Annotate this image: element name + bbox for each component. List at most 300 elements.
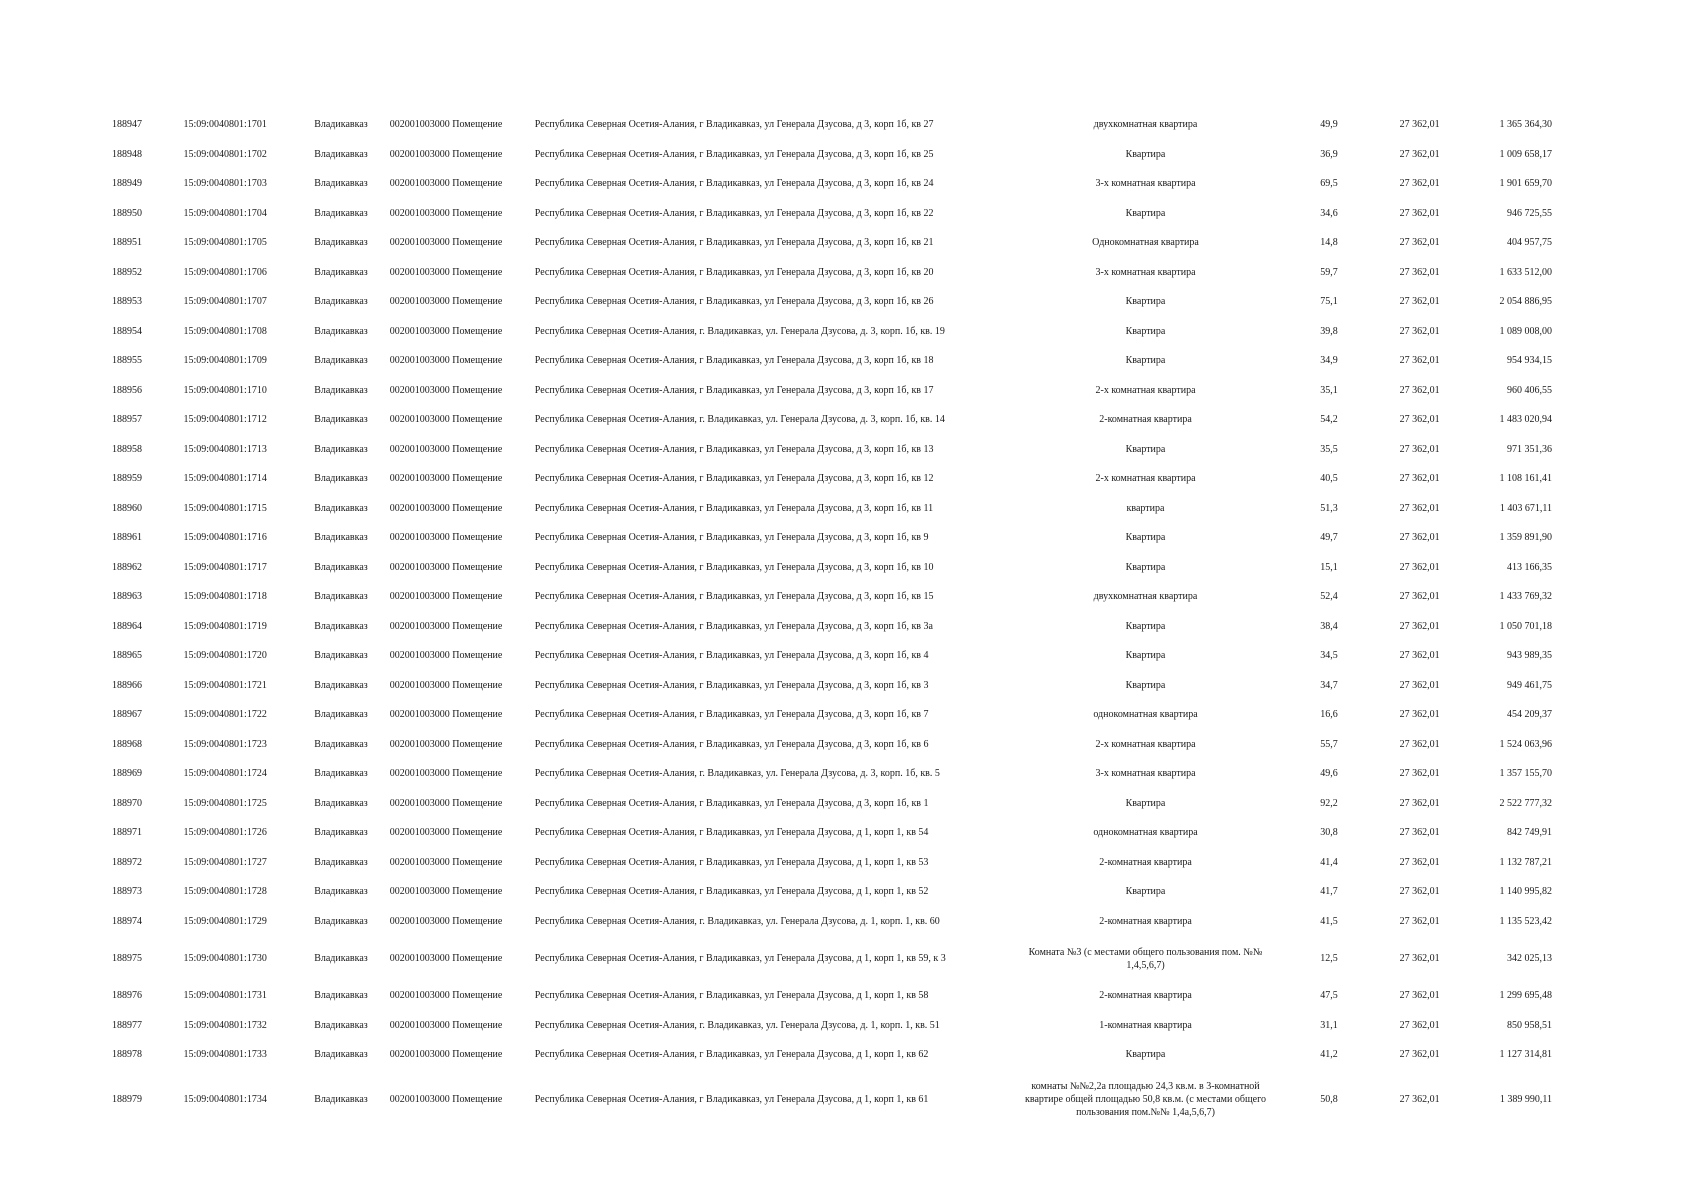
object-name-cell: 2-х комнатная квартира	[1095, 473, 1196, 485]
area-cell: 51,3	[1320, 502, 1338, 514]
area-cell: 34,5	[1320, 650, 1338, 662]
specific-value-cell: 27 362,01	[1399, 296, 1440, 308]
address-cell: Республика Северная Осетия-Алания, г Владикавказ, ул Генерала Дзусова, д 3, корп 1б, кв 9	[534, 532, 929, 544]
table-row	[112, 110, 1552, 140]
cadastral-number-cell: 15:09:0040801:1701	[183, 119, 267, 131]
specific-value-cell: 27 362,01	[1399, 827, 1440, 839]
table-row	[112, 582, 1552, 612]
cadastral-value-cell: 946 725,55	[1507, 207, 1552, 219]
city-cell: Владикавказ	[314, 502, 368, 514]
object-type-cell: 002001003000 Помещение	[389, 709, 503, 721]
cadastral-value-cell: 1 524 063,96	[1499, 738, 1552, 750]
cadastral-number-cell: 15:09:0040801:1722	[183, 709, 267, 721]
record-id-cell: 188962	[112, 561, 142, 573]
specific-value-cell: 27 362,01	[1399, 856, 1440, 868]
cadastral-number-cell: 15:09:0040801:1702	[183, 148, 267, 160]
record-id-cell: 188951	[112, 237, 142, 249]
specific-value-cell: 27 362,01	[1399, 709, 1440, 721]
table-row	[112, 1011, 1552, 1041]
cadastral-number-cell: 15:09:0040801:1708	[183, 325, 267, 337]
specific-value-cell: 27 362,01	[1399, 1019, 1440, 1031]
table-row	[112, 258, 1552, 288]
address-cell: Республика Северная Осетия-Алания, г Владикавказ, ул Генерала Дзусова, д 3, корп 1б, кв 1	[534, 797, 929, 809]
table-row	[112, 346, 1552, 376]
object-type-cell: 002001003000 Помещение	[389, 325, 503, 337]
object-type-cell: 002001003000 Помещение	[389, 502, 503, 514]
object-name-cell: Квартира	[1125, 296, 1166, 308]
specific-value-cell: 27 362,01	[1399, 414, 1440, 426]
object-name-cell: Квартира	[1125, 325, 1166, 337]
address-cell: Республика Северная Осетия-Алания, г Владикавказ, ул Генерала Дзусова, д 3, корп 1б, кв 7	[534, 709, 929, 721]
object-name-cell: Квартира	[1125, 1049, 1166, 1061]
specific-value-cell: 27 362,01	[1399, 561, 1440, 573]
specific-value-cell: 27 362,01	[1399, 473, 1440, 485]
record-id-cell: 188968	[112, 738, 142, 750]
address-cell: Республика Северная Осетия-Алания, г. Владикавказ, ул. Генерала Дзусова, д. 1, корп. 1, кв. 51	[534, 1019, 940, 1031]
area-cell: 69,5	[1320, 178, 1338, 190]
address-cell: Республика Северная Осетия-Алания, г Владикавказ, ул Генерала Дзусова, д 1, корп 1, кв 62	[534, 1049, 929, 1061]
cadastral-number-cell: 15:09:0040801:1714	[183, 473, 267, 485]
cadastral-number-cell: 15:09:0040801:1728	[183, 886, 267, 898]
object-type-cell: 002001003000 Помещение	[389, 990, 503, 1002]
object-type-cell: 002001003000 Помещение	[389, 148, 503, 160]
city-cell: Владикавказ	[314, 532, 368, 544]
area-cell: 35,1	[1320, 384, 1338, 396]
cadastral-value-cell: 1 089 008,00	[1499, 325, 1552, 337]
cadastral-value-cell: 1 050 701,18	[1499, 620, 1552, 632]
cadastral-value-cell: 1 483 020,94	[1499, 414, 1552, 426]
city-cell: Владикавказ	[314, 266, 368, 278]
cadastral-value-cell: 1 403 671,11	[1499, 502, 1552, 514]
address-cell: Республика Северная Осетия-Алания, г Владикавказ, ул Генерала Дзусова, д 3, корп 1б, кв 17	[534, 384, 934, 396]
object-type-cell: 002001003000 Помещение	[389, 384, 503, 396]
address-cell: Республика Северная Осетия-Алания, г Владикавказ, ул Генерала Дзусова, д 3, корп 1б, кв 15	[534, 591, 934, 603]
object-name-cell: 1-комнатная квартира	[1099, 1019, 1192, 1031]
table-row	[112, 641, 1552, 671]
area-cell: 47,5	[1320, 990, 1338, 1002]
table-row	[112, 907, 1552, 937]
specific-value-cell: 27 362,01	[1399, 650, 1440, 662]
specific-value-cell: 27 362,01	[1399, 886, 1440, 898]
table-row	[112, 759, 1552, 789]
record-id-cell: 188947	[112, 119, 142, 131]
object-name-cell: 2-комнатная квартира	[1099, 856, 1192, 868]
object-type-cell: 002001003000 Помещение	[389, 561, 503, 573]
object-name-cell: Квартира	[1125, 620, 1166, 632]
object-type-cell: 002001003000 Помещение	[389, 443, 503, 455]
city-cell: Владикавказ	[314, 856, 368, 868]
address-cell: Республика Северная Осетия-Алания, г Владикавказ, ул Генерала Дзусова, д 3, корп 1б, кв 25	[534, 148, 934, 160]
object-name-cell: двухкомнатная квартира	[1093, 591, 1198, 603]
address-cell: Республика Северная Осетия-Алания, г. Владикавказ, ул. Генерала Дзусова, д. 1, корп. 1, кв. 60	[534, 915, 940, 927]
cadastral-value-cell: 1 135 523,42	[1499, 915, 1552, 927]
cadastral-value-cell: 943 989,35	[1507, 650, 1552, 662]
cadastral-value-cell: 954 934,15	[1507, 355, 1552, 367]
object-type-cell: 002001003000 Помещение	[389, 1094, 503, 1105]
city-cell: Владикавказ	[314, 738, 368, 750]
object-name-cell: 3-х комнатная квартира	[1095, 266, 1196, 278]
address-cell: Республика Северная Осетия-Алания, г Владикавказ, ул Генерала Дзусова, д 1, корп 1, кв 58	[534, 990, 929, 1002]
specific-value-cell: 27 362,01	[1399, 384, 1440, 396]
cadastral-number-cell: 15:09:0040801:1706	[183, 266, 267, 278]
cadastral-number-cell: 15:09:0040801:1713	[183, 443, 267, 455]
city-cell: Владикавказ	[314, 797, 368, 809]
record-id-cell: 188950	[112, 207, 142, 219]
table-row	[112, 848, 1552, 878]
specific-value-cell: 27 362,01	[1399, 591, 1440, 603]
table-row	[112, 877, 1552, 907]
record-id-cell: 188956	[112, 384, 142, 396]
city-cell: Владикавказ	[314, 178, 368, 190]
record-id-cell: 188953	[112, 296, 142, 308]
cadastral-number-cell: 15:09:0040801:1705	[183, 237, 267, 249]
area-cell: 75,1	[1320, 296, 1338, 308]
address-cell: Республика Северная Осетия-Алания, г Владикавказ, ул Генерала Дзусова, д 1, корп 1, кв 54	[534, 827, 929, 839]
object-name-cell: Квартира	[1125, 355, 1166, 367]
address-cell: Республика Северная Осетия-Алания, г Владикавказ, ул Генерала Дзусова, д 3, корп 1б, кв 18	[534, 355, 934, 367]
cadastral-value-cell: 949 461,75	[1507, 679, 1552, 691]
city-cell: Владикавказ	[314, 384, 368, 396]
cadastral-value-cell: 1 365 364,30	[1499, 119, 1552, 131]
object-name-cell: Квартира	[1125, 561, 1166, 573]
address-cell: Республика Северная Осетия-Алания, г Владикавказ, ул Генерала Дзусова, д 1, корп 1, кв 53	[534, 856, 929, 868]
cadastral-value-cell: 1 132 787,21	[1499, 856, 1552, 868]
record-id-cell: 188971	[112, 827, 142, 839]
object-name-cell: Комната №3 (с местами общего пользования пом. №№ 1,4,5,6,7)	[1028, 946, 1263, 971]
cadastral-value-cell: 850 958,51	[1507, 1019, 1552, 1031]
record-id-cell: 188969	[112, 768, 142, 780]
specific-value-cell: 27 362,01	[1399, 443, 1440, 455]
object-type-cell: 002001003000 Помещение	[389, 856, 503, 868]
specific-value-cell: 27 362,01	[1399, 355, 1440, 367]
specific-value-cell: 27 362,01	[1399, 953, 1440, 964]
address-cell: Республика Северная Осетия-Алания, г. Владикавказ, ул. Генерала Дзусова, д. 3, корп. 1б, кв. 5	[534, 768, 940, 780]
record-id-cell: 188967	[112, 709, 142, 721]
city-cell: Владикавказ	[314, 1049, 368, 1061]
table-row	[112, 494, 1552, 524]
table-row	[112, 700, 1552, 730]
object-type-cell: 002001003000 Помещение	[389, 886, 503, 898]
city-cell: Владикавказ	[314, 148, 368, 160]
table-row	[112, 671, 1552, 701]
object-type-cell: 002001003000 Помещение	[389, 915, 503, 927]
object-type-cell: 002001003000 Помещение	[389, 237, 503, 249]
cadastral-number-cell: 15:09:0040801:1719	[183, 620, 267, 632]
city-cell: Владикавказ	[314, 561, 368, 573]
area-cell: 55,7	[1320, 738, 1338, 750]
city-cell: Владикавказ	[314, 473, 368, 485]
cadastral-number-cell: 15:09:0040801:1703	[183, 178, 267, 190]
record-id-cell: 188958	[112, 443, 142, 455]
table-row	[112, 228, 1552, 258]
cadastral-value-cell: 454 209,37	[1507, 709, 1552, 721]
specific-value-cell: 27 362,01	[1399, 738, 1440, 750]
object-name-cell: Однокомнатная квартира	[1092, 237, 1199, 249]
address-cell: Республика Северная Осетия-Алания, г Владикавказ, ул Генерала Дзусова, д 3, корп 1б, кв 26	[534, 296, 934, 308]
cadastral-number-cell: 15:09:0040801:1733	[183, 1049, 267, 1061]
cadastral-value-cell: 1 299 695,48	[1499, 990, 1552, 1002]
cadastral-value-cell: 842 749,91	[1507, 827, 1552, 839]
cadastral-value-cell: 960 406,55	[1507, 384, 1552, 396]
record-id-cell: 188976	[112, 990, 142, 1002]
object-type-cell: 002001003000 Помещение	[389, 797, 503, 809]
area-cell: 54,2	[1320, 414, 1338, 426]
specific-value-cell: 27 362,01	[1399, 207, 1440, 219]
specific-value-cell: 27 362,01	[1399, 915, 1440, 927]
city-cell: Владикавказ	[314, 325, 368, 337]
specific-value-cell: 27 362,01	[1399, 178, 1440, 190]
record-id-cell: 188977	[112, 1019, 142, 1031]
object-name-cell: Квартира	[1125, 679, 1166, 691]
specific-value-cell: 27 362,01	[1399, 266, 1440, 278]
object-type-cell: 002001003000 Помещение	[389, 1049, 503, 1061]
city-cell: Владикавказ	[314, 443, 368, 455]
table-row	[112, 317, 1552, 347]
object-type-cell: 002001003000 Помещение	[389, 178, 503, 190]
object-name-cell: комнаты №№2,2а площадью 24,3 кв.м. в 3-комнатной квартире общей площадью 50,8 кв.м. (с местами общего пользования пом.№№ 1,4а,5,6,7)	[1025, 1081, 1266, 1118]
cadastral-number-cell: 15:09:0040801:1727	[183, 856, 267, 868]
cadastral-number-cell: 15:09:0040801:1726	[183, 827, 267, 839]
city-cell: Владикавказ	[314, 915, 368, 927]
address-cell: Республика Северная Осетия-Алания, г Владикавказ, ул Генерала Дзусова, д 1, корп 1, кв 61	[534, 1094, 929, 1105]
address-cell: Республика Северная Осетия-Алания, г Владикавказ, ул Генерала Дзусова, д 3, корп 1б, кв 10	[534, 561, 934, 573]
record-id-cell: 188961	[112, 532, 142, 544]
cadastral-number-cell: 15:09:0040801:1732	[183, 1019, 267, 1031]
address-cell: Республика Северная Осетия-Алания, г Владикавказ, ул Генерала Дзусова, д 3, корп 1б, кв 11	[534, 502, 934, 514]
object-name-cell: двухкомнатная квартира	[1093, 119, 1198, 131]
cadastral-value-cell: 413 166,35	[1507, 561, 1552, 573]
area-cell: 59,7	[1320, 266, 1338, 278]
cadastral-value-cell: 1 633 512,00	[1499, 266, 1552, 278]
cadastral-value-cell: 404 957,75	[1507, 237, 1552, 249]
address-cell: Республика Северная Осетия-Алания, г Владикавказ, ул Генерала Дзусова, д 3, корп 1б, кв 3	[534, 679, 929, 691]
area-cell: 52,4	[1320, 591, 1338, 603]
area-cell: 92,2	[1320, 797, 1338, 809]
city-cell: Владикавказ	[314, 768, 368, 780]
area-cell: 35,5	[1320, 443, 1338, 455]
address-cell: Республика Северная Осетия-Алания, г Владикавказ, ул Генерала Дзусова, д 3, корп 1б, кв 27	[534, 119, 934, 131]
record-id-cell: 188948	[112, 148, 142, 160]
object-type-cell: 002001003000 Помещение	[389, 953, 503, 964]
area-cell: 34,9	[1320, 355, 1338, 367]
area-cell: 39,8	[1320, 325, 1338, 337]
city-cell: Владикавказ	[314, 237, 368, 249]
area-cell: 30,8	[1320, 827, 1338, 839]
table-row	[112, 287, 1552, 317]
table-row	[112, 376, 1552, 406]
object-name-cell: 2-комнатная квартира	[1099, 990, 1192, 1002]
object-name-cell: 3-х комнатная квартира	[1095, 768, 1196, 780]
cadastral-number-cell: 15:09:0040801:1717	[183, 561, 267, 573]
city-cell: Владикавказ	[314, 827, 368, 839]
specific-value-cell: 27 362,01	[1399, 325, 1440, 337]
record-id-cell: 188959	[112, 473, 142, 485]
object-type-cell: 002001003000 Помещение	[389, 827, 503, 839]
table-row	[112, 405, 1552, 435]
cadastral-value-cell: 971 351,36	[1507, 443, 1552, 455]
address-cell: Республика Северная Осетия-Алания, г Владикавказ, ул Генерала Дзусова, д 3, корп 1б, кв 13	[534, 443, 934, 455]
address-cell: Республика Северная Осетия-Алания, г Владикавказ, ул Генерала Дзусова, д 1, корп 1, кв 59, к 3	[534, 953, 946, 964]
cadastral-number-cell: 15:09:0040801:1712	[183, 414, 267, 426]
record-id-cell: 188978	[112, 1049, 142, 1061]
cadastral-number-cell: 15:09:0040801:1729	[183, 915, 267, 927]
record-id-cell: 188973	[112, 886, 142, 898]
city-cell: Владикавказ	[314, 886, 368, 898]
area-cell: 49,6	[1320, 768, 1338, 780]
object-name-cell: 2-х комнатная квартира	[1095, 738, 1196, 750]
cadastral-value-cell: 1 009 658,17	[1499, 148, 1552, 160]
city-cell: Владикавказ	[314, 119, 368, 131]
cadastral-value-cell: 2 522 777,32	[1499, 797, 1552, 809]
table-row	[112, 523, 1552, 553]
record-id-cell: 188970	[112, 797, 142, 809]
specific-value-cell: 27 362,01	[1399, 768, 1440, 780]
cadastral-number-cell: 15:09:0040801:1734	[183, 1094, 267, 1105]
cadastral-value-cell: 2 054 886,95	[1499, 296, 1552, 308]
object-type-cell: 002001003000 Помещение	[389, 679, 503, 691]
object-type-cell: 002001003000 Помещение	[389, 768, 503, 780]
address-cell: Республика Северная Осетия-Алания, г. Владикавказ, ул. Генерала Дзусова, д. 3, корп. 1б, кв. 14	[534, 414, 945, 426]
object-type-cell: 002001003000 Помещение	[389, 355, 503, 367]
object-name-cell: Квартира	[1125, 886, 1166, 898]
city-cell: Владикавказ	[314, 591, 368, 603]
city-cell: Владикавказ	[314, 207, 368, 219]
cadastral-value-cell: 342 025,13	[1507, 953, 1552, 964]
cadastral-number-cell: 15:09:0040801:1730	[183, 953, 267, 964]
area-cell: 16,6	[1320, 709, 1338, 721]
cadastral-value-cell: 1 901 659,70	[1499, 178, 1552, 190]
table-row	[112, 435, 1552, 465]
city-cell: Владикавказ	[314, 650, 368, 662]
cadastral-number-cell: 15:09:0040801:1721	[183, 679, 267, 691]
specific-value-cell: 27 362,01	[1399, 148, 1440, 160]
table-row	[112, 1070, 1552, 1130]
cadastral-number-cell: 15:09:0040801:1709	[183, 355, 267, 367]
object-type-cell: 002001003000 Помещение	[389, 738, 503, 750]
area-cell: 12,5	[1320, 953, 1338, 964]
object-name-cell: Квартира	[1125, 148, 1166, 160]
area-cell: 36,9	[1320, 148, 1338, 160]
area-cell: 38,4	[1320, 620, 1338, 632]
record-id-cell: 188964	[112, 620, 142, 632]
record-id-cell: 188974	[112, 915, 142, 927]
city-cell: Владикавказ	[314, 296, 368, 308]
specific-value-cell: 27 362,01	[1399, 990, 1440, 1002]
specific-value-cell: 27 362,01	[1399, 1049, 1440, 1061]
area-cell: 41,7	[1320, 886, 1338, 898]
area-cell: 34,6	[1320, 207, 1338, 219]
specific-value-cell: 27 362,01	[1399, 679, 1440, 691]
city-cell: Владикавказ	[314, 679, 368, 691]
object-name-cell: Квартира	[1125, 207, 1166, 219]
record-id-cell: 188979	[112, 1094, 142, 1105]
table-row	[112, 789, 1552, 819]
cadastral-value-table	[112, 110, 1552, 1130]
cadastral-number-cell: 15:09:0040801:1718	[183, 591, 267, 603]
cadastral-number-cell: 15:09:0040801:1724	[183, 768, 267, 780]
address-cell: Республика Северная Осетия-Алания, г Владикавказ, ул Генерала Дзусова, д 3, корп 1б, кв 3а	[534, 620, 933, 632]
city-cell: Владикавказ	[314, 414, 368, 426]
table-row	[112, 464, 1552, 494]
object-type-cell: 002001003000 Помещение	[389, 473, 503, 485]
object-type-cell: 002001003000 Помещение	[389, 591, 503, 603]
table-row	[112, 1040, 1552, 1070]
object-name-cell: 3-х комнатная квартира	[1095, 178, 1196, 190]
area-cell: 40,5	[1320, 473, 1338, 485]
object-type-cell: 002001003000 Помещение	[389, 119, 503, 131]
object-type-cell: 002001003000 Помещение	[389, 532, 503, 544]
address-cell: Республика Северная Осетия-Алания, г. Владикавказ, ул. Генерала Дзусова, д. 3, корп. 1б, кв. 19	[534, 325, 945, 337]
record-id-cell: 188975	[112, 953, 142, 964]
cadastral-number-cell: 15:09:0040801:1715	[183, 502, 267, 514]
table-row	[112, 553, 1552, 583]
area-cell: 31,1	[1320, 1019, 1338, 1031]
record-id-cell: 188960	[112, 502, 142, 514]
table-row	[112, 612, 1552, 642]
specific-value-cell: 27 362,01	[1399, 237, 1440, 249]
object-name-cell: квартира	[1126, 502, 1165, 514]
address-cell: Республика Северная Осетия-Алания, г Владикавказ, ул Генерала Дзусова, д 3, корп 1б, кв 12	[534, 473, 934, 485]
city-cell: Владикавказ	[314, 620, 368, 632]
object-name-cell: однокомнатная квартира	[1093, 827, 1198, 839]
city-cell: Владикавказ	[314, 709, 368, 721]
object-name-cell: Квартира	[1125, 532, 1166, 544]
cadastral-number-cell: 15:09:0040801:1731	[183, 990, 267, 1002]
area-cell: 50,8	[1320, 1094, 1338, 1105]
table-row	[112, 169, 1552, 199]
table-row	[112, 730, 1552, 760]
area-cell: 14,8	[1320, 237, 1338, 249]
city-cell: Владикавказ	[314, 1094, 368, 1105]
object-name-cell: однокомнатная квартира	[1093, 709, 1198, 721]
area-cell: 34,7	[1320, 679, 1338, 691]
cadastral-value-cell: 1 127 314,81	[1499, 1049, 1552, 1061]
record-id-cell: 188963	[112, 591, 142, 603]
object-type-cell: 002001003000 Помещение	[389, 296, 503, 308]
specific-value-cell: 27 362,01	[1399, 620, 1440, 632]
area-cell: 41,4	[1320, 856, 1338, 868]
cadastral-value-cell: 1 433 769,32	[1499, 591, 1552, 603]
city-cell: Владикавказ	[314, 953, 368, 964]
address-cell: Республика Северная Осетия-Алания, г Владикавказ, ул Генерала Дзусова, д 3, корп 1б, кв 6	[534, 738, 929, 750]
specific-value-cell: 27 362,01	[1399, 1094, 1440, 1105]
specific-value-cell: 27 362,01	[1399, 502, 1440, 514]
cadastral-number-cell: 15:09:0040801:1707	[183, 296, 267, 308]
area-cell: 15,1	[1320, 561, 1338, 573]
specific-value-cell: 27 362,01	[1399, 797, 1440, 809]
area-cell: 41,5	[1320, 915, 1338, 927]
address-cell: Республика Северная Осетия-Алания, г Владикавказ, ул Генерала Дзусова, д 3, корп 1б, кв 20	[534, 266, 934, 278]
address-cell: Республика Северная Осетия-Алания, г Владикавказ, ул Генерала Дзусова, д 3, корп 1б, кв 21	[534, 237, 934, 249]
object-name-cell: 2-комнатная квартира	[1099, 915, 1192, 927]
cadastral-number-cell: 15:09:0040801:1704	[183, 207, 267, 219]
specific-value-cell: 27 362,01	[1399, 532, 1440, 544]
cadastral-value-cell: 1 357 155,70	[1499, 768, 1552, 780]
object-type-cell: 002001003000 Помещение	[389, 650, 503, 662]
table-row	[112, 199, 1552, 229]
cadastral-number-cell: 15:09:0040801:1723	[183, 738, 267, 750]
area-cell: 49,9	[1320, 119, 1338, 131]
cadastral-value-cell: 1 108 161,41	[1499, 473, 1552, 485]
cadastral-value-cell: 1 359 891,90	[1499, 532, 1552, 544]
city-cell: Владикавказ	[314, 990, 368, 1002]
address-cell: Республика Северная Осетия-Алания, г Владикавказ, ул Генерала Дзусова, д 3, корп 1б, кв 4	[534, 650, 929, 662]
record-id-cell: 188957	[112, 414, 142, 426]
record-id-cell: 188965	[112, 650, 142, 662]
cadastral-value-cell: 1 140 995,82	[1499, 886, 1552, 898]
city-cell: Владикавказ	[314, 355, 368, 367]
city-cell: Владикавказ	[314, 1019, 368, 1031]
